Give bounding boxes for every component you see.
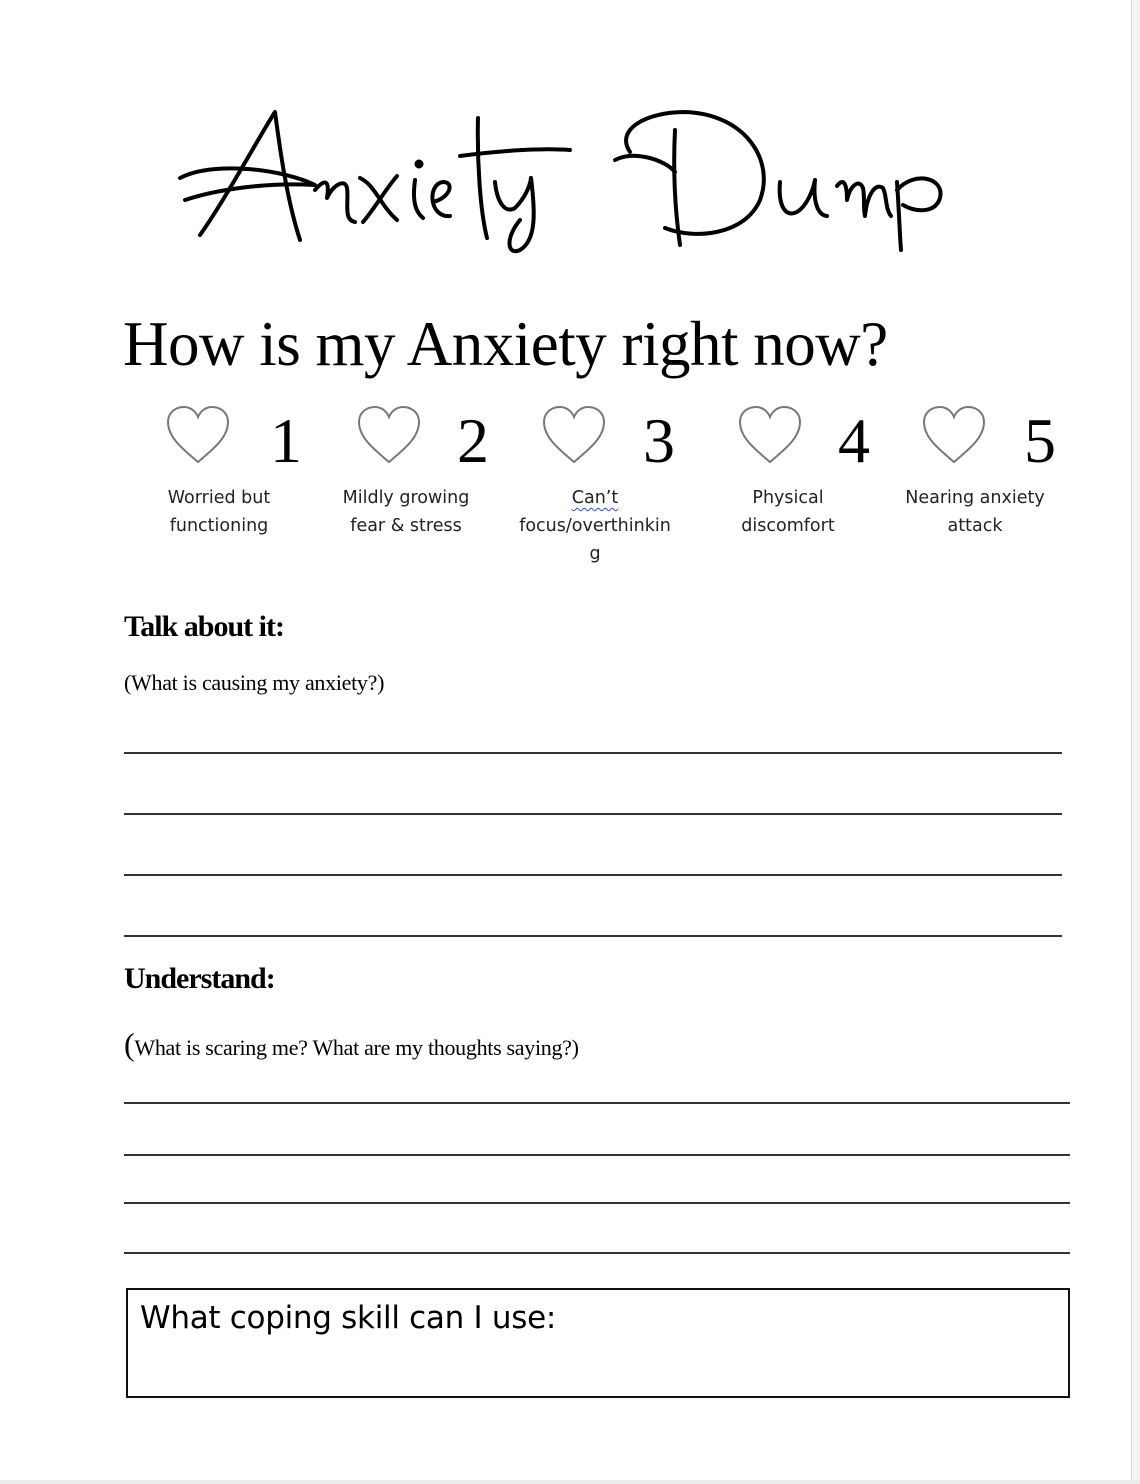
page-title-script [175,90,955,280]
heart-icon[interactable] [540,404,608,466]
talk-writing-line-1[interactable] [124,752,1062,754]
understand-heading: Understand: [124,962,275,995]
scale-number: 3 [643,405,675,476]
scale-description: Mildly growing fear & stress [342,488,470,536]
heart-icon[interactable] [355,404,423,466]
scale-option-5[interactable] [905,400,1110,580]
understand-writing-line-4[interactable] [124,1252,1070,1254]
heart-icon[interactable] [164,404,232,466]
understand-prompt: (What is scaring me? What are my thoughts saying?) [124,1026,579,1062]
heart-icon[interactable] [920,404,988,466]
page-edge [1131,0,1140,1484]
scale-description: Can’t focus/overthinkin g [519,488,671,564]
scale-description: Physical discomfort [741,488,835,536]
coping-skill-label: What coping skill can I use: [140,1300,557,1336]
heart-icon[interactable] [736,404,804,466]
understand-writing-line-3[interactable] [124,1202,1070,1204]
title-lettering-art [175,90,955,280]
talk-writing-line-3[interactable] [124,874,1062,876]
talk-writing-line-2[interactable] [124,813,1062,815]
anxiety-question-heading: How is my Anxiety right now? [123,309,888,379]
scale-number: 2 [457,405,489,476]
understand-writing-line-2[interactable] [124,1154,1070,1156]
page-bottom-edge [0,1480,1140,1484]
coping-skill-box[interactable] [126,1288,1070,1398]
scale-description: Worried but functioning [167,488,271,536]
scale-number: 1 [270,405,302,476]
understand-writing-line-1[interactable] [124,1102,1070,1104]
talk-about-it-prompt: (What is causing my anxiety?) [124,670,385,695]
scale-number: 4 [838,405,870,476]
talk-about-it-heading: Talk about it: [124,610,284,643]
scale-description: Nearing anxiety attack [905,488,1045,536]
talk-writing-line-4[interactable] [124,935,1062,937]
scale-number: 5 [1024,405,1056,476]
